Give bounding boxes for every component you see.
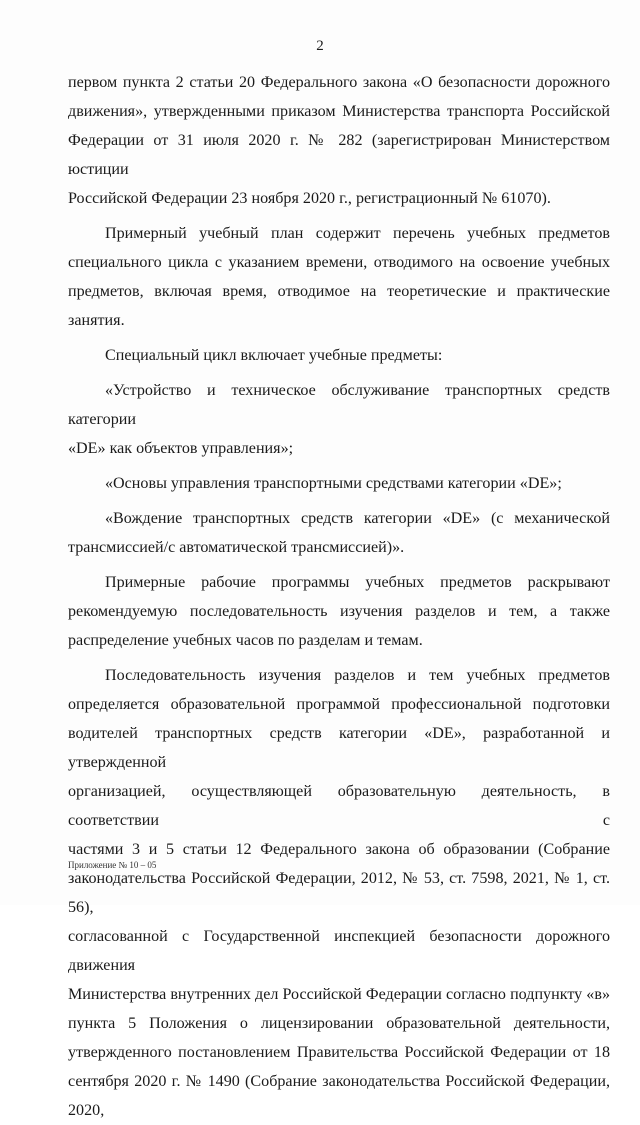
page-footer: Приложение № 10 – 05 xyxy=(68,860,157,870)
text-line: «Вождение транспортных средств категории «DE» (с механической xyxy=(105,510,610,527)
text-line: частями 3 и 5 статьи 12 Федерального закона об образовании (Собрание xyxy=(68,841,610,858)
text-line: Министерства внутренних дел Российской Федерации согласно подпункту «в» xyxy=(68,986,610,1003)
text-line: трансмиссией/с автоматической трансмиссией)». xyxy=(68,539,405,556)
text-line: Последовательность изучения разделов и тем учебных предметов xyxy=(105,667,610,684)
text-line: первом пункта 2 статьи 20 Федерального закона «О безопасности дорожного xyxy=(68,74,610,91)
text-line: «Устройство и техническое обслуживание транспортных средств категории xyxy=(68,382,610,428)
text-line: согласованной с Государственной инспекцией безопасности дорожного движения xyxy=(68,928,610,974)
text-line: законодательства Российской Федерации, 2012, № 53, ст. 7598, 2021, № 1, ст. 56), xyxy=(68,870,610,916)
text-line: предметов, включая время, отводимое на теоретические и практические занятия. xyxy=(68,283,610,329)
text-line: движения», утвержденными приказом Министерства транспорта Российской xyxy=(68,103,610,120)
text-line: распределение учебных часов по разделам и темам. xyxy=(68,632,423,649)
text-line: «DE» как объектов управления»; xyxy=(68,440,294,457)
page-number: 2 xyxy=(316,38,324,54)
text-line: утвержденного постановлением Правительства Российской Федерации от 18 xyxy=(68,1044,610,1061)
text-line: Примерный учебный план содержит перечень учебных предметов xyxy=(105,225,610,242)
text-line: пункта 5 Положения о лицензировании образовательной деятельности, xyxy=(68,1015,610,1032)
text-line: Федерации от 31 июля 2020 г. № 282 (зарегистрирован Министерством юстиции xyxy=(68,132,610,178)
text-line: определяется образовательной программой профессиональной подготовки xyxy=(68,696,610,713)
text-line: Примерные рабочие программы учебных предметов раскрывают xyxy=(105,574,610,591)
text-line: Российской Федерации 23 ноября 2020 г., регистрационный № 61070). xyxy=(68,190,551,207)
text-line: специального цикла с указанием времени, отводимого на освоение учебных xyxy=(68,254,610,271)
text-line: Специальный цикл включает учебные предметы: xyxy=(105,347,443,364)
document-body xyxy=(68,68,610,1125)
text-line: сентября 2020 г. № 1490 (Собрание законодательства Российской Федерации, 2020, xyxy=(68,1073,610,1119)
text-line: «Основы управления транспортными средствами категории «DE»; xyxy=(105,475,562,492)
text-line: водителей транспортных средств категории «DE», разработанной и утвержденной xyxy=(68,725,610,771)
text-line: организацией, осуществляющей образовательную деятельность, в соответствии с xyxy=(68,783,610,829)
text-line: рекомендуемую последовательность изучения разделов и тем, а также xyxy=(68,603,610,620)
